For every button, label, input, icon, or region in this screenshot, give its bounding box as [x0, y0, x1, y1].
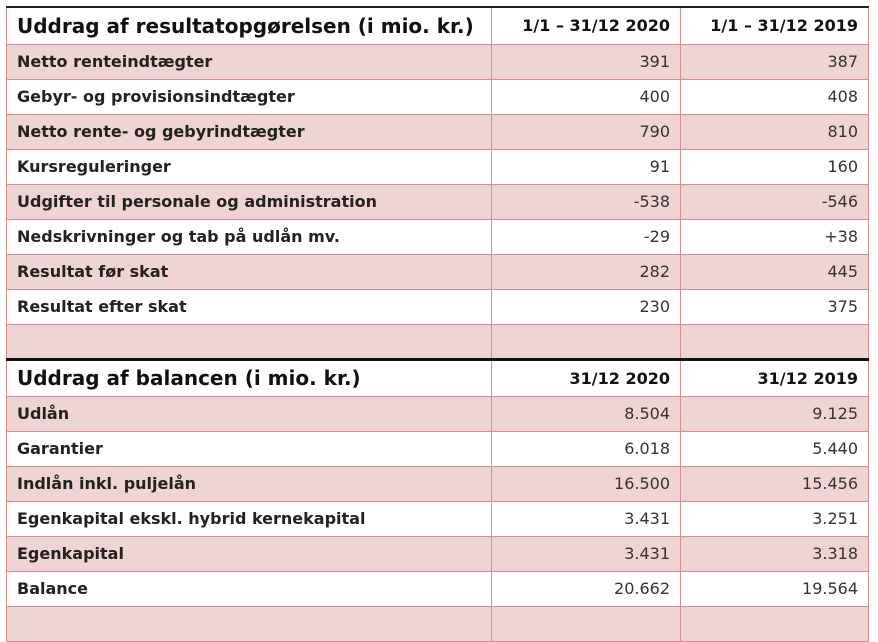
row-label: Netto renteindtægter — [7, 44, 492, 79]
value-2019: -546 — [681, 184, 869, 219]
value-2019: 9.125 — [681, 396, 869, 431]
table-row — [7, 114, 869, 149]
row-label: Udlån — [7, 396, 492, 431]
value-2020: 3.431 — [492, 536, 681, 571]
table-row — [7, 254, 869, 289]
value-2019: 810 — [681, 114, 869, 149]
value-2019: 5.440 — [681, 431, 869, 466]
row-label: Udgifter til personale og administration — [7, 184, 492, 219]
row-label: Resultat efter skat — [7, 289, 492, 324]
row-label: Egenkapital — [7, 536, 492, 571]
table-row — [7, 79, 869, 114]
value-2019: 15.456 — [681, 466, 869, 501]
value-2020: 91 — [492, 149, 681, 184]
row-label: Garantier — [7, 431, 492, 466]
row-label: Netto rente- og gebyrindtægter — [7, 114, 492, 149]
value-2020: 6.018 — [492, 431, 681, 466]
spacer-row — [7, 606, 869, 641]
value-2020: 391 — [492, 44, 681, 79]
table-row — [7, 396, 869, 431]
income-header-row — [7, 7, 869, 44]
value-2019: 445 — [681, 254, 869, 289]
empty-cell — [492, 606, 681, 641]
value-2020: -29 — [492, 219, 681, 254]
spacer-row — [7, 324, 869, 359]
value-2020: 8.504 — [492, 396, 681, 431]
empty-cell — [7, 324, 492, 359]
value-2019: 19.564 — [681, 571, 869, 606]
row-label: Gebyr- og provisionsindtægter — [7, 79, 492, 114]
empty-cell — [681, 606, 869, 641]
empty-cell — [492, 324, 681, 359]
income-col-2019: 1/1 – 31/12 2019 — [681, 7, 869, 44]
value-2020: 3.431 — [492, 501, 681, 536]
table-row — [7, 431, 869, 466]
row-label: Resultat før skat — [7, 254, 492, 289]
row-label: Indlån inkl. puljelån — [7, 466, 492, 501]
table-row — [7, 466, 869, 501]
value-2019: 387 — [681, 44, 869, 79]
table-row — [7, 501, 869, 536]
balance-title: Uddrag af balancen (i mio. kr.) — [7, 359, 492, 396]
value-2019: 3.251 — [681, 501, 869, 536]
table-row — [7, 44, 869, 79]
balance-col-2020: 31/12 2020 — [492, 359, 681, 396]
value-2019: 3.318 — [681, 536, 869, 571]
value-2020: 230 — [492, 289, 681, 324]
value-2020: -538 — [492, 184, 681, 219]
table-row — [7, 219, 869, 254]
table-row — [7, 536, 869, 571]
value-2020: 16.500 — [492, 466, 681, 501]
value-2019: +38 — [681, 219, 869, 254]
row-label: Egenkapital ekskl. hybrid kernekapital — [7, 501, 492, 536]
value-2020: 790 — [492, 114, 681, 149]
financial-summary-table — [6, 6, 869, 642]
empty-cell — [681, 324, 869, 359]
table-row — [7, 571, 869, 606]
row-label: Balance — [7, 571, 492, 606]
value-2019: 375 — [681, 289, 869, 324]
row-label: Nedskrivninger og tab på udlån mv. — [7, 219, 492, 254]
value-2020: 282 — [492, 254, 681, 289]
balance-header-row — [7, 359, 869, 396]
row-label: Kursreguleringer — [7, 149, 492, 184]
table-row — [7, 289, 869, 324]
income-col-2020: 1/1 – 31/12 2020 — [492, 7, 681, 44]
value-2020: 20.662 — [492, 571, 681, 606]
table-row — [7, 149, 869, 184]
empty-cell — [7, 606, 492, 641]
value-2019: 408 — [681, 79, 869, 114]
income-title: Uddrag af resultatopgørelsen (i mio. kr.) — [7, 7, 492, 44]
value-2020: 400 — [492, 79, 681, 114]
table-row — [7, 184, 869, 219]
balance-col-2019: 31/12 2019 — [681, 359, 869, 396]
value-2019: 160 — [681, 149, 869, 184]
